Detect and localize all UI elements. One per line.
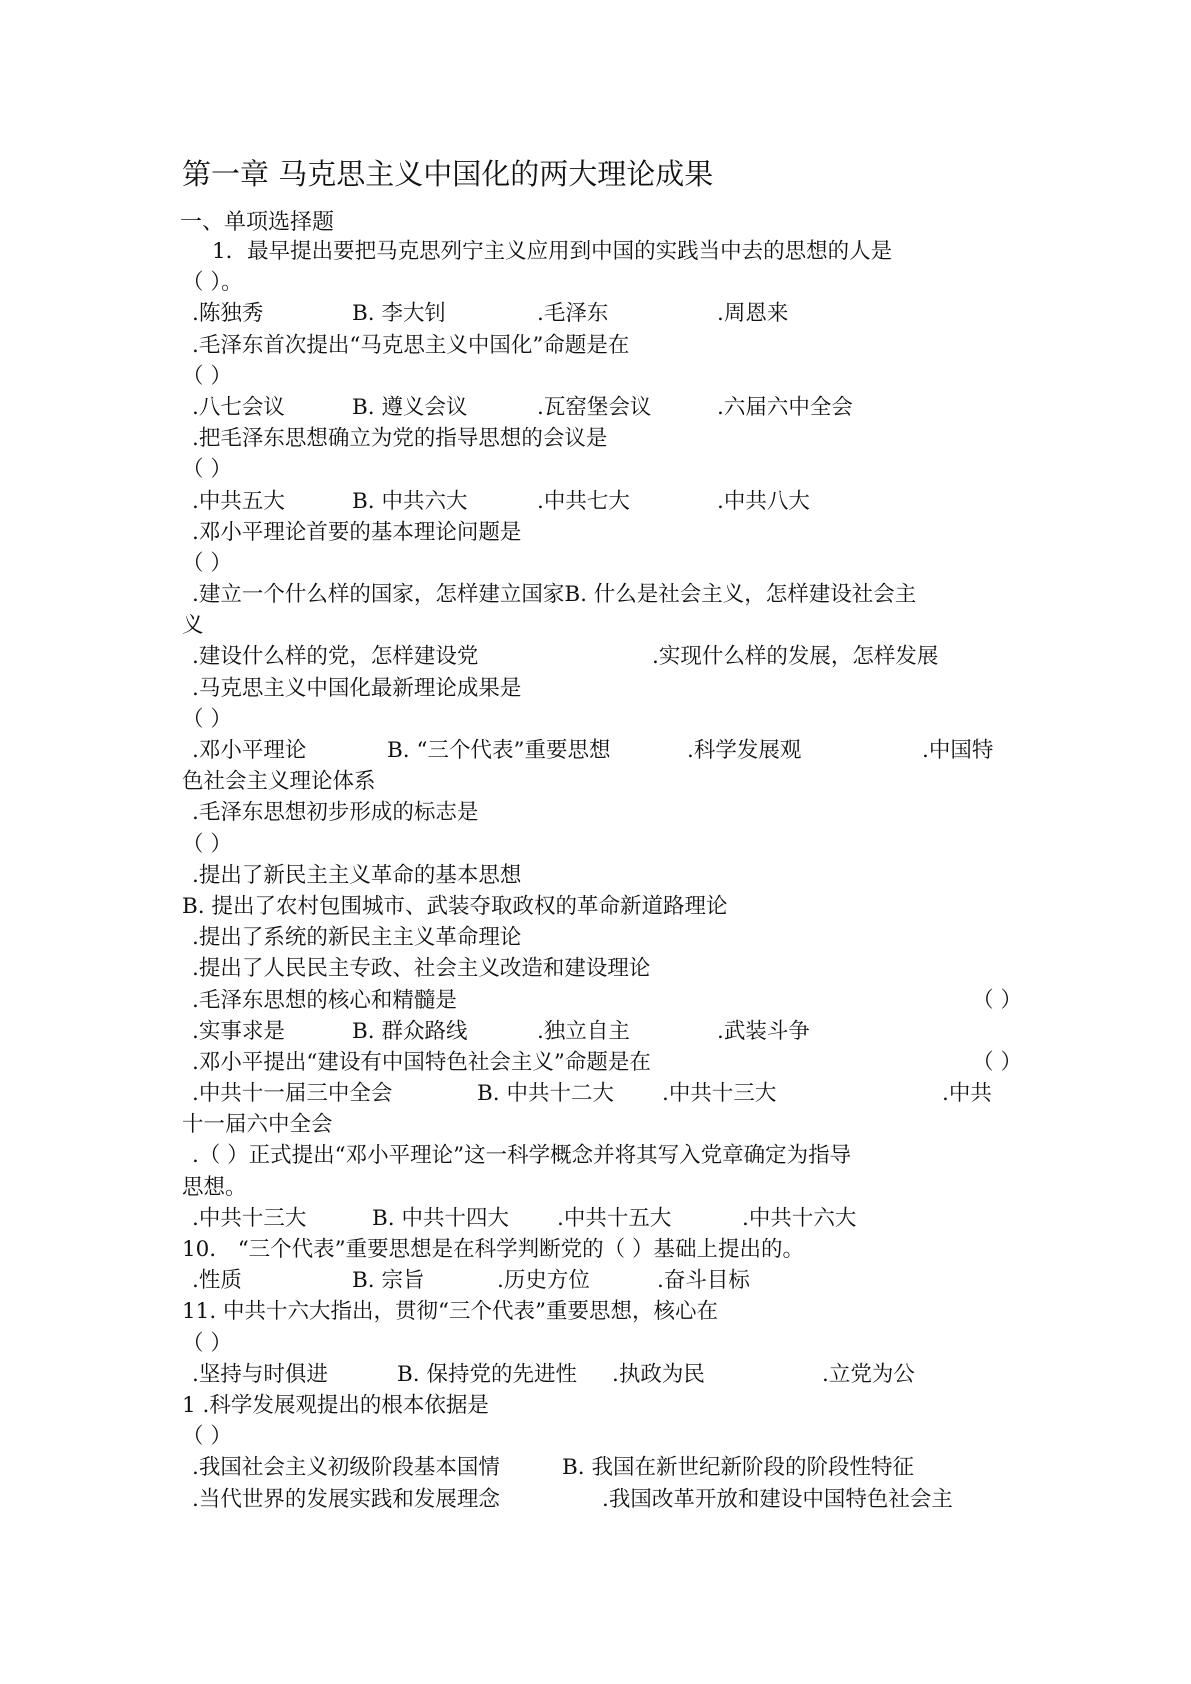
text-line xyxy=(182,1359,1022,1390)
text-segment: （ ） xyxy=(182,1424,232,1450)
text-line xyxy=(182,735,1022,766)
text-segment: .中国特 xyxy=(922,738,994,763)
text-segment: .中共十一届三中全会 xyxy=(192,1081,393,1107)
text-line xyxy=(182,922,1022,953)
text-segment: .历史方位 xyxy=(497,1268,590,1294)
text-segment: 1．最早提出要把马克思列宁主义应用到中国的实践当中去的思想的人是 xyxy=(212,239,893,264)
text-segment: B. 群众路线 xyxy=(352,1018,468,1044)
text-segment: B. 遵义会议 xyxy=(352,394,468,420)
text-segment: .马克思主义中国化最新理论成果是 xyxy=(192,675,522,701)
text-segment: （ ） xyxy=(972,1049,1022,1075)
text-segment: B. 中共六大 xyxy=(352,488,468,514)
text-segment: B. 保持党的先进性 xyxy=(397,1361,577,1387)
text-segment: （ ） xyxy=(182,831,232,857)
text-line xyxy=(182,610,1022,641)
text-line xyxy=(182,298,1022,329)
text-segment: .中共十五大 xyxy=(557,1205,672,1231)
text-line xyxy=(182,486,1022,517)
text-segment: .提出了系统的新民主主义革命理论 xyxy=(192,925,522,951)
text-line xyxy=(182,1265,1022,1296)
text-line xyxy=(182,1452,1022,1483)
text-segment: .提出了新民主主义革命的基本思想 xyxy=(192,862,522,888)
text-line xyxy=(182,1140,1022,1171)
text-line xyxy=(182,1421,1022,1452)
text-segment: .邓小平提出“建设有中国特色社会主义”命题是在 xyxy=(192,1049,651,1075)
text-segment: .立党为公 xyxy=(822,1361,915,1387)
text-segment: .我国社会主义初级阶段基本国情 xyxy=(192,1455,500,1481)
text-segment: 11. 中共十六大指出，贯彻“三个代表”重要思想，核心在 xyxy=(182,1299,719,1325)
text-segment: 10． “三个代表”重要思想是在科学判断党的（ ）基础上提出的。 xyxy=(182,1237,805,1262)
text-segment: B. “三个代表”重要思想 xyxy=(387,738,611,763)
section-heading: 一、单项选择题 xyxy=(180,210,335,235)
text-line xyxy=(182,673,1022,704)
text-segment: .毛泽东思想初步形成的标志是 xyxy=(192,800,479,826)
question-list xyxy=(182,236,1022,1515)
text-line xyxy=(182,985,1022,1016)
text-line xyxy=(182,1296,1022,1327)
text-segment: .实现什么样的发展，怎样发展 xyxy=(652,644,939,670)
text-segment: .当代世界的发展实践和发展理念 xyxy=(192,1486,500,1512)
text-line xyxy=(182,1109,1022,1140)
text-segment: B. 宗旨 xyxy=(352,1268,425,1294)
text-segment: .（ ）正式提出“邓小平理论”这一科学概念并将其写入党章确定为指导 xyxy=(192,1143,852,1169)
text-line xyxy=(182,891,1022,922)
text-segment: .陈独秀 xyxy=(192,301,264,327)
text-segment: .周恩来 xyxy=(717,301,789,327)
text-segment: .中共十三大 xyxy=(192,1205,307,1231)
text-segment: .我国改革开放和建设中国特色社会主 xyxy=(602,1486,953,1512)
text-segment: .建设什么样的党，怎样建设党 xyxy=(192,644,479,670)
text-segment: .邓小平理论首要的基本理论问题是 xyxy=(192,519,522,545)
text-line xyxy=(182,766,1022,797)
text-segment: B. 我国在新世纪新阶段的阶段性特征 xyxy=(562,1455,914,1481)
text-segment: .奋斗目标 xyxy=(657,1268,750,1294)
text-segment: B. 提出了农村包围城市、武装夺取政权的革命新道路理论 xyxy=(182,893,728,919)
text-segment: .毛泽东 xyxy=(537,301,609,327)
text-segment: .中共十三大 xyxy=(662,1081,777,1107)
text-line xyxy=(182,1078,1022,1109)
text-segment: （ ） xyxy=(182,457,232,483)
text-line xyxy=(182,330,1022,361)
text-segment: B. 中共十二大 xyxy=(477,1081,614,1107)
text-segment: 色社会主义理论体系 xyxy=(182,769,376,795)
text-line xyxy=(182,1203,1022,1234)
text-line xyxy=(182,392,1022,423)
text-line xyxy=(182,1328,1022,1359)
text-segment: B. 李大钊 xyxy=(352,301,446,327)
text-line xyxy=(182,704,1022,735)
text-line xyxy=(182,236,1022,267)
text-line xyxy=(182,829,1022,860)
text-segment: .八七会议 xyxy=(192,394,285,420)
text-segment: .中共 xyxy=(942,1081,992,1107)
text-segment: .执政为民 xyxy=(612,1361,705,1387)
text-segment: .中共五大 xyxy=(192,488,285,514)
text-segment: （ ） xyxy=(182,550,232,576)
text-segment: .独立自主 xyxy=(537,1018,630,1044)
text-line xyxy=(182,1484,1022,1515)
text-line xyxy=(182,267,1022,298)
text-segment: .六届六中全会 xyxy=(717,394,853,420)
text-line xyxy=(182,1234,1022,1265)
text-line xyxy=(182,454,1022,485)
text-segment: （ ） xyxy=(182,1330,232,1356)
text-line xyxy=(182,548,1022,579)
text-segment: .科学发展观 xyxy=(687,738,802,763)
text-line xyxy=(182,860,1022,891)
text-line xyxy=(182,361,1022,392)
text-segment: .瓦窑堡会议 xyxy=(537,394,652,420)
text-segment: .建立一个什么样的国家，怎样建立国家B. 什么是社会主义，怎样建设社会主 xyxy=(192,582,917,608)
text-line xyxy=(182,517,1022,548)
text-segment: .中共七大 xyxy=(537,488,630,514)
text-line xyxy=(182,579,1022,610)
text-segment: .毛泽东思想的核心和精髓是 xyxy=(192,987,457,1013)
text-segment: （ ） xyxy=(972,987,1022,1013)
text-segment: .把毛泽东思想确立为党的指导思想的会议是 xyxy=(192,426,608,452)
text-segment: 义 xyxy=(182,613,204,639)
text-segment: .实事求是 xyxy=(192,1018,285,1044)
text-line xyxy=(182,641,1022,672)
text-segment: .性质 xyxy=(192,1268,242,1294)
chapter-title: 第一章 马克思主义中国化的两大理论成果 xyxy=(182,157,714,191)
text-segment: .中共八大 xyxy=(717,488,810,514)
text-segment: .中共十六大 xyxy=(742,1205,857,1231)
text-segment: 十一届六中全会 xyxy=(182,1112,333,1138)
text-line xyxy=(182,1172,1022,1203)
text-line xyxy=(182,423,1022,454)
text-line xyxy=(182,1390,1022,1421)
text-line xyxy=(182,1016,1022,1047)
text-segment: （ ） xyxy=(182,706,232,732)
text-segment: （ ）。 xyxy=(182,270,243,296)
text-segment: .提出了人民民主专政、社会主义改造和建设理论 xyxy=(192,956,651,982)
text-segment: 思想。 xyxy=(182,1174,247,1200)
text-segment: .武装斗争 xyxy=(717,1018,810,1044)
text-segment: .毛泽东首次提出“马克思主义中国化”命题是在 xyxy=(192,332,630,358)
text-line xyxy=(182,953,1022,984)
text-segment: （ ） xyxy=(182,363,232,389)
text-line xyxy=(182,1047,1022,1078)
text-segment: .坚持与时俱进 xyxy=(192,1361,328,1387)
text-segment: B. 中共十四大 xyxy=(372,1205,509,1231)
text-segment: .邓小平理论 xyxy=(192,738,307,763)
text-line xyxy=(182,797,1022,828)
text-segment: 1 .科学发展观提出的根本依据是 xyxy=(182,1392,489,1418)
